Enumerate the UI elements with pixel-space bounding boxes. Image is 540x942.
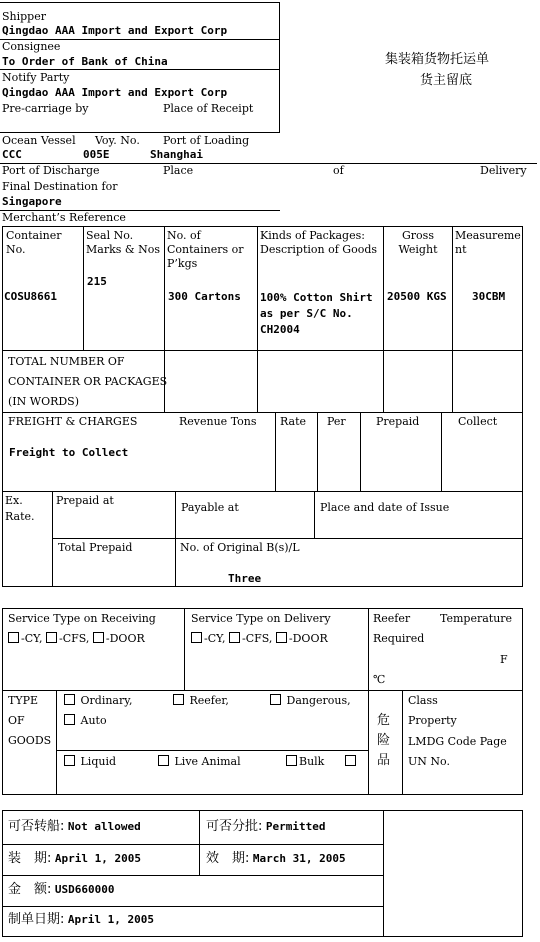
notify-value: Qingdao AAA Import and Export Corp	[2, 86, 228, 99]
transshipment-field: 可否转船: Not allowed	[8, 819, 141, 834]
service-receiving-label: Service Type on Receiving	[8, 612, 156, 625]
temperature-label: Temperature	[440, 612, 513, 625]
payable-at-label: Payable at	[181, 501, 239, 514]
port-discharge-label: Port of Discharge	[2, 164, 100, 177]
place-of-receipt-label: Place of Receipt	[163, 102, 254, 115]
auto-option: Auto	[64, 714, 107, 728]
vessel-label: Ocean Vessel	[2, 134, 76, 147]
kinds-packages-header: Kinds of Packages: Description of Goods	[260, 229, 378, 256]
delivery-label: Delivery	[480, 164, 527, 177]
liquid-checkbox[interactable]	[64, 755, 75, 766]
ordinary-option: Ordinary,	[64, 694, 133, 708]
total-line2: CONTAINER OR PACKAGES	[8, 375, 168, 388]
collect-label: Collect	[458, 415, 498, 428]
dangerous-goods-char1: 危	[377, 713, 391, 728]
final-destination-value: Singapore	[2, 195, 62, 208]
bulk-checkbox[interactable]	[286, 755, 297, 766]
prepaid-label: Prepaid	[376, 415, 420, 428]
bulk-option: Bulk	[286, 755, 324, 769]
type-of-goods-line2: OF	[8, 714, 25, 727]
total-line1: TOTAL NUMBER OF	[8, 355, 125, 368]
total-prepaid-label: Total Prepaid	[58, 541, 133, 554]
issue-date-field: 制单日期: April 1, 2005	[8, 912, 154, 927]
port-loading-value: Shanghai	[150, 148, 203, 161]
reefer-label: Reefer	[373, 612, 411, 625]
notify-label: Notify Party	[2, 71, 70, 84]
place-issue-label: Place and date of Issue	[320, 501, 450, 514]
dangerous-goods-char2: 险	[377, 733, 391, 748]
revenue-tons-label: Revenue Tons	[179, 415, 257, 428]
auto-checkbox[interactable]	[64, 714, 75, 725]
original-bl-value: Three	[228, 572, 262, 585]
door-checkbox[interactable]	[276, 632, 287, 643]
place-label: Place	[163, 164, 194, 177]
dangerous-option: Dangerous,	[270, 694, 351, 708]
container-no-header: Container No.	[6, 229, 62, 256]
amount-field: 金 额: USD660000	[8, 882, 115, 897]
ex-rate-line2: Rate.	[5, 510, 35, 523]
shipper-label: Shipper	[2, 10, 46, 23]
service-delivery-label: Service Type on Delivery	[191, 612, 331, 625]
cy-checkbox[interactable]	[191, 632, 202, 643]
liquid-option: Liquid	[64, 755, 116, 769]
gross-weight-value: 20500 KGS	[387, 290, 447, 303]
dangerous-goods-char3: 品	[377, 753, 391, 768]
shipment-date-field: 装 期: April 1, 2005	[8, 851, 141, 866]
extra-option	[345, 755, 358, 769]
imdg-code-label: LMDG Code Page	[408, 735, 507, 748]
type-of-goods-line3: GOODS	[8, 734, 52, 747]
gross-weight-header: Gross Weight	[398, 229, 438, 256]
freight-label: FREIGHT & CHARGES	[8, 415, 138, 428]
cfs-checkbox[interactable]	[229, 632, 240, 643]
vessel-value: CCC	[2, 148, 22, 161]
packages-value: 300 Cartons	[168, 290, 241, 303]
service-delivery-options: -CY, -CFS, -DOOR	[191, 632, 328, 646]
title-line1: 集装箱货物托运单	[385, 52, 490, 67]
freight-value: Freight to Collect	[9, 446, 129, 459]
un-no-label: UN No.	[408, 755, 450, 768]
required-label: Required	[373, 632, 425, 645]
shipper-value: Qingdao AAA Import and Export Corp	[2, 24, 228, 37]
of-label: of	[333, 164, 344, 177]
extra-checkbox[interactable]	[345, 755, 356, 766]
type-of-goods-line1: TYPE	[8, 694, 39, 707]
reefer-checkbox[interactable]	[173, 694, 184, 705]
live-animal-checkbox[interactable]	[158, 755, 169, 766]
ordinary-checkbox[interactable]	[64, 694, 75, 705]
voy-value: 005E	[83, 148, 110, 161]
live-animal-option: Live Animal	[158, 755, 241, 769]
cfs-checkbox[interactable]	[46, 632, 57, 643]
container-value: COSU8661	[4, 290, 57, 303]
service-receiving-options: -CY, -CFS, -DOOR	[8, 632, 145, 646]
dangerous-checkbox[interactable]	[270, 694, 281, 705]
seal-value: 215	[87, 275, 107, 288]
prepaid-at-label: Prepaid at	[56, 494, 114, 507]
ex-rate-line1: Ex.	[5, 494, 23, 507]
total-line3: (IN WORDS)	[8, 395, 80, 408]
property-label: Property	[408, 714, 457, 727]
validity-date-field: 效 期: March 31, 2005	[206, 851, 346, 866]
measurement-header: Measurement	[455, 229, 521, 256]
reefer-option: Reefer,	[173, 694, 229, 708]
cy-checkbox[interactable]	[8, 632, 19, 643]
voy-label: Voy. No.	[95, 134, 140, 147]
merchant-ref-label: Merchant’s Reference	[2, 211, 126, 224]
measurement-value: 30CBM	[472, 290, 506, 303]
consignee-label: Consignee	[2, 40, 61, 53]
celsius-label: ℃	[373, 673, 386, 686]
rate-label: Rate	[280, 415, 307, 428]
containers-pkgs-header: No. of Containers or P’kgs	[167, 229, 244, 270]
door-checkbox[interactable]	[93, 632, 104, 643]
original-bl-label: No. of Original B(s)/L	[180, 541, 300, 554]
port-loading-label: Port of Loading	[163, 134, 250, 147]
fahrenheit-label: F	[500, 653, 508, 666]
description-value: 100% Cotton Shirt as per S/C No. CH2004	[260, 291, 373, 336]
precarriage-label: Pre-carriage by	[2, 102, 89, 115]
final-destination-label: Final Destination for	[2, 180, 118, 193]
partial-shipment-field: 可否分批: Permitted	[206, 819, 326, 834]
title-line2: 货主留底	[420, 73, 473, 88]
class-label: Class	[408, 694, 438, 707]
consignee-value: To Order of Bank of China	[2, 55, 168, 68]
per-label: Per	[327, 415, 346, 428]
seal-no-header: Seal No. Marks & Nos	[86, 229, 161, 256]
